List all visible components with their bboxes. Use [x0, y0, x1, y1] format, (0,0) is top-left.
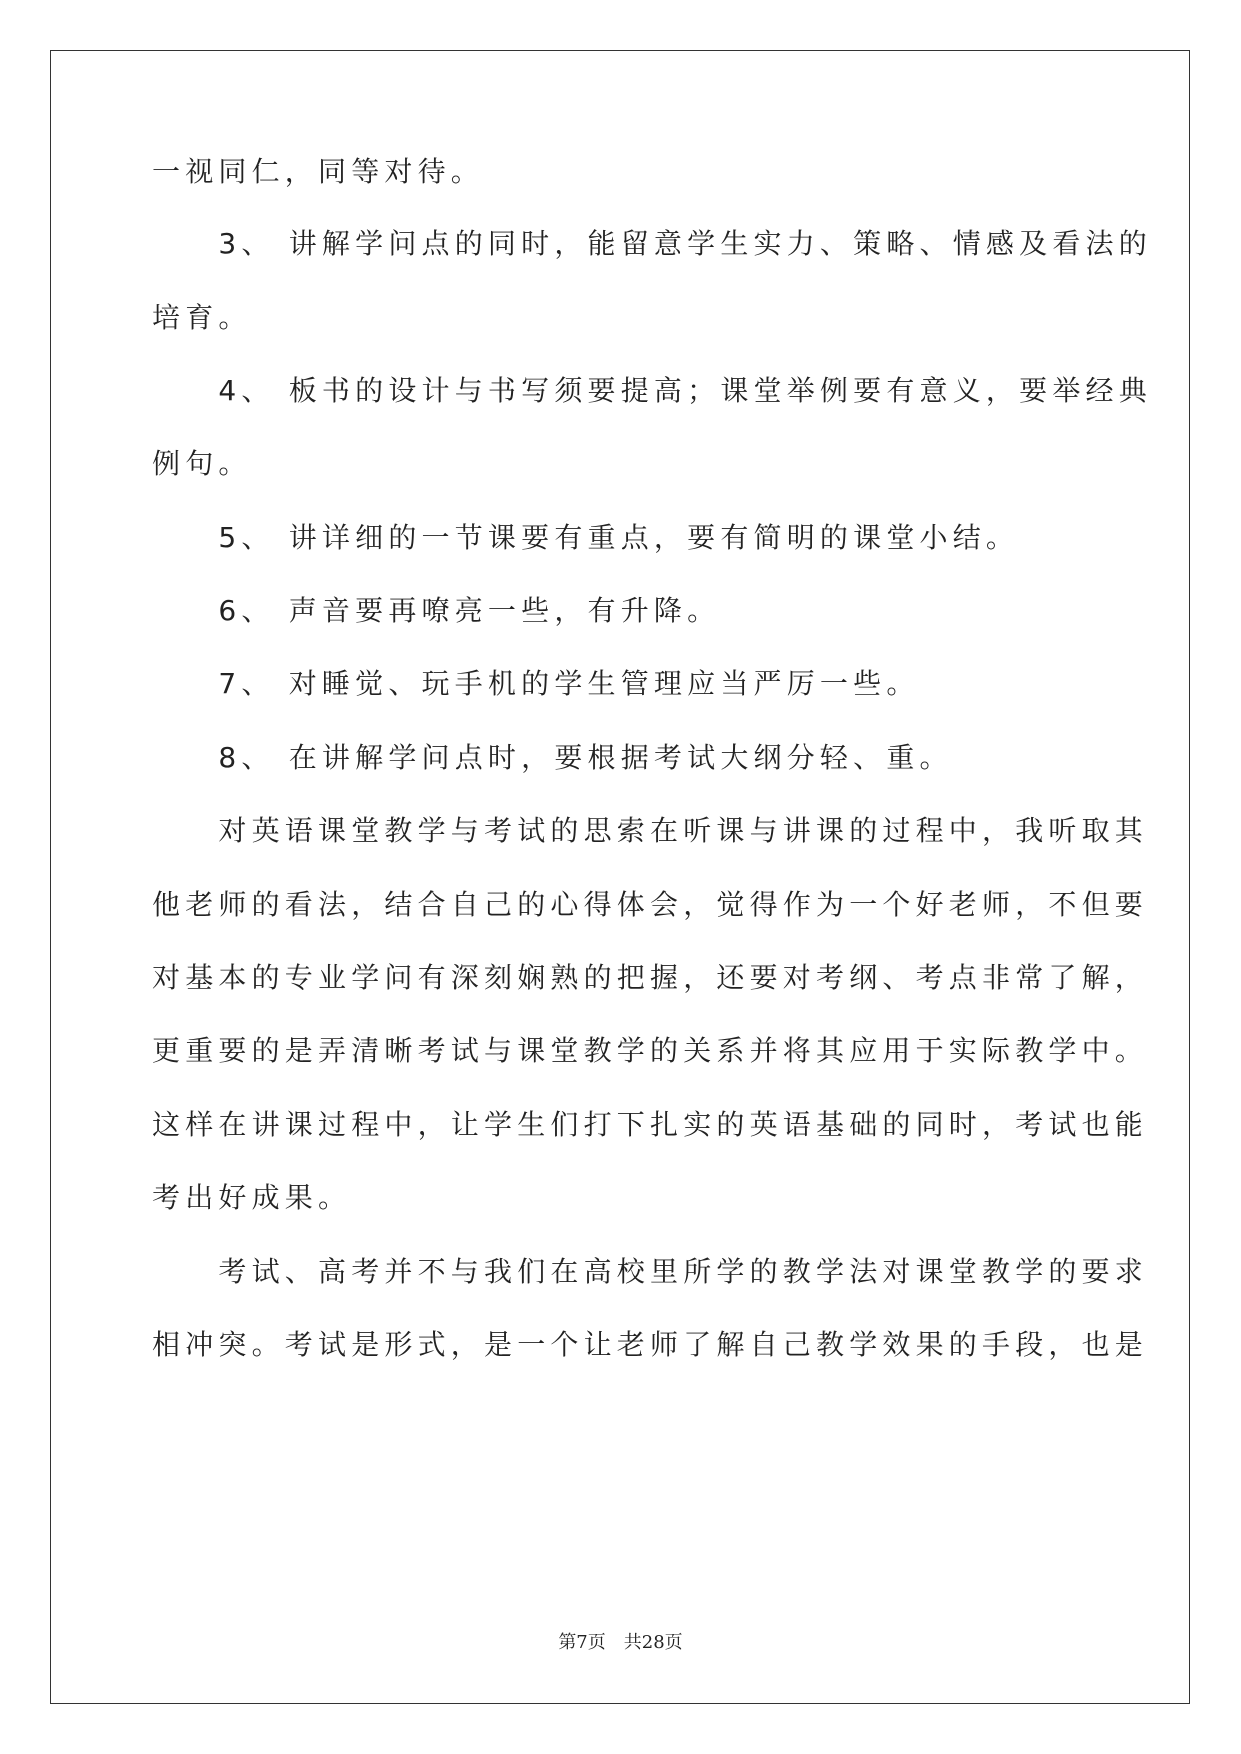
text-line: 8、 在讲解学问点时，要根据考试大纲分轻、重。 [152, 741, 953, 774]
page-border [50, 50, 1190, 1704]
text-line: 一视同仁，同等对待。 [152, 155, 485, 188]
text-line: 7、 对睡觉、玩手机的学生管理应当严厉一些。 [152, 667, 920, 700]
page-number-footer: 第7页 共28页 [558, 1632, 683, 1653]
text-line: 考试、高考并不与我们在高校里所学的教学法对课堂教学的要求 [152, 1255, 1149, 1288]
text-line: 相冲突。考试是形式，是一个让老师了解自己教学效果的手段，也是 [152, 1328, 1149, 1361]
text-line: 更重要的是弄清晰考试与课堂教学的关系并将其应用于实际教学中。 [152, 1034, 1149, 1067]
text-line: 5、 讲详细的一节课要有重点，要有简明的课堂小结。 [152, 521, 1020, 554]
text-line: 4、 板书的设计与书写须要提高；课堂举例要有意义，要举经典 [152, 374, 1152, 407]
text-line: 例句。 [152, 447, 252, 480]
text-line: 3、 讲解学问点的同时，能留意学生实力、策略、情感及看法的 [152, 227, 1152, 260]
text-line: 6、 声音要再嘹亮一些，有升降。 [152, 594, 721, 627]
text-line: 他老师的看法，结合自己的心得体会，觉得作为一个好老师，不但要 [152, 888, 1149, 921]
text-line: 对基本的专业学问有深刻娴熟的把握，还要对考纲、考点非常了解， [152, 961, 1149, 994]
text-line: 这样在讲课过程中，让学生们打下扎实的英语基础的同时，考试也能 [152, 1108, 1149, 1141]
text-line: 考出好成果。 [152, 1181, 352, 1214]
text-line: 培育。 [152, 301, 252, 334]
text-line: 对英语课堂教学与考试的思索在听课与讲课的过程中，我听取其 [152, 814, 1149, 847]
